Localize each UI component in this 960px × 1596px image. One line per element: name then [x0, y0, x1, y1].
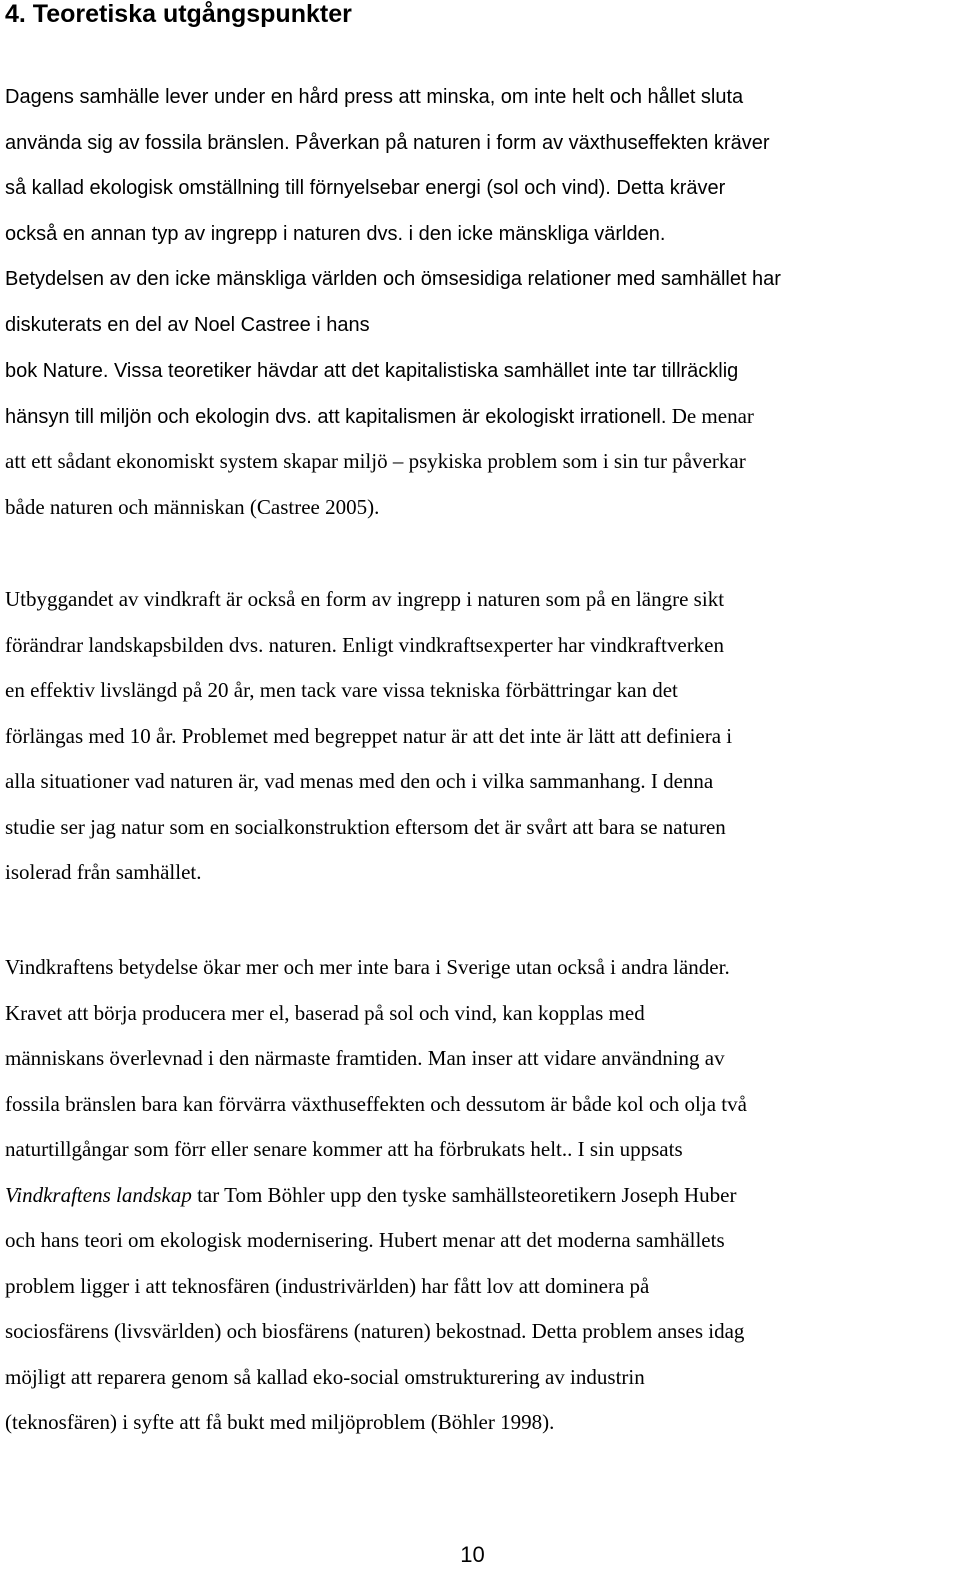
text-line: studie ser jag natur som en socialkonstruktion eftersom det är svårt att bara se naturen	[5, 814, 726, 839]
text-line: sociosfärens (livsvärlden) och biosfärens (naturen) bekostnad. Detta problem anses idag	[5, 1319, 745, 1343]
paragraph-intro	[5, 75, 950, 530]
text-line: Kravet att börja producera mer el, baserad på sol och vind, kan kopplas med	[5, 1000, 645, 1025]
text-line: att ett sådant ekonomiskt system skapar miljö – psykiska problem som i sin tur påverkar	[5, 449, 746, 473]
text-line: problem ligger i att teknosfären (industrivärlden) har fått lov att dominera på	[5, 1273, 650, 1298]
text-line: så kallad ekologisk omställning till förnyelsebar energi (sol och vind). Detta kräver	[5, 177, 726, 199]
text-line: alla situationer vad naturen är, vad menas med den och i vilka sammanhang. I denna	[5, 769, 714, 793]
text-line: diskuterats en del av Noel Castree i hans	[5, 313, 370, 336]
text-line: naturtillgångar som förr eller senare kommer att ha förbrukats helt.. I sin uppsats	[5, 1137, 683, 1161]
text-line: också en annan typ av ingrepp i naturen dvs. i den icke mänskliga världen.	[5, 222, 666, 245]
text-segment: tar Tom Böhler upp den tyske samhällsteoretikern Joseph Huber	[191, 1182, 737, 1207]
cited-work-title: Vindkraftens landskap	[5, 1182, 192, 1207]
text-line: Dagens samhälle lever under en hård press att minska, om inte helt och hållet sluta	[5, 86, 744, 108]
text-line: både naturen och människan (Castree 2005).	[5, 494, 380, 519]
paragraph-wind-power	[5, 577, 950, 896]
text-line: använda sig av fossila bränslen. Påverkan på naturen i form av växthuseffekten kräver	[5, 131, 770, 154]
paragraph-ecological-modernisation	[5, 945, 950, 1446]
section-heading: 4. Teoretiska utgångspunkter	[5, 0, 352, 28]
text-segment: De menar	[666, 403, 754, 428]
text-line: och hans teori om ekologisk modernisering. Hubert menar att det moderna samhällets	[5, 1228, 725, 1252]
text-line: människans överlevnad i den närmaste framtiden. Man inser att vidare användning av	[5, 1046, 725, 1070]
page-number: 10	[460, 1542, 485, 1567]
text-line	[5, 348, 950, 394]
text-segment: Vissa teoretiker hävdar att det kapitalistiska samhället inte tar tillräcklig	[108, 360, 739, 382]
text-line: fossila bränslen bara kan förvärra växthuseffekten och dessutom är både kol och olja två	[5, 1091, 747, 1116]
text-line: Betydelsen av den icke mänskliga världen och ömsesidiga relationer med samhället har	[5, 268, 781, 290]
text-line: förlängas med 10 år. Problemet med begreppet natur är att det inte är lätt att definiera i	[5, 723, 733, 748]
text-line	[5, 1173, 950, 1219]
text-segment: bok Nature.	[5, 360, 109, 382]
text-line: förändrar landskapsbilden dvs. naturen. Enligt vindkraftsexperter har vindkraftverken	[5, 632, 725, 657]
text-line: möjligt att reparera genom så kallad eko-social omstrukturering av industrin	[5, 1364, 645, 1389]
text-line: Utbyggandet av vindkraft är också en form av ingrepp i naturen som på en längre sikt	[5, 587, 725, 611]
text-line: Vindkraftens betydelse ökar mer och mer inte bara i Sverige utan också i andra länder.	[5, 955, 730, 979]
text-line: en effektiv livslängd på 20 år, men tack vare vissa tekniska förbättringar kan det	[5, 678, 678, 702]
text-line: isolerad från samhället.	[5, 860, 202, 884]
text-segment: hänsyn till miljön och ekologin dvs. att kapitalismen är ekologiskt irrationell.	[5, 405, 667, 428]
text-line	[5, 394, 950, 440]
text-line: (teknosfären) i syfte att få bukt med miljöproblem (Böhler 1998).	[5, 1410, 555, 1434]
